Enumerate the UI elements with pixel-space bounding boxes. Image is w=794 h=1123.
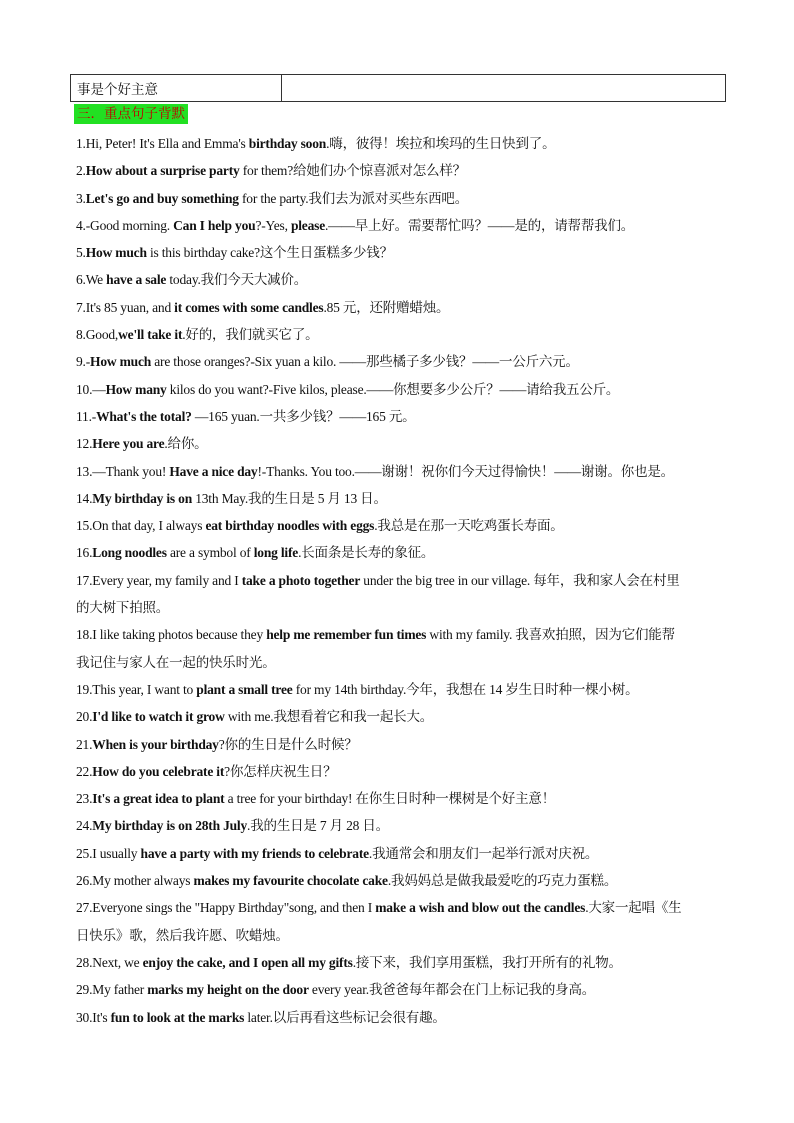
sentence-text: .长面条是长寿的象征。	[298, 545, 435, 561]
sentence-keyphrase: How about a surprise party	[85, 163, 240, 179]
section-title: 三．重点句子背默	[74, 104, 188, 124]
sentence-keyphrase: Long noodles	[92, 545, 167, 561]
sentence-line	[76, 239, 724, 266]
sentence-line	[76, 130, 724, 157]
sentence-line	[76, 403, 724, 430]
sentence-text: 18.I like taking photos because they	[76, 627, 267, 643]
sentence-keyphrase: It's a great idea to plant	[92, 791, 225, 807]
sentence-line	[76, 621, 724, 648]
sentence-text: 8.Good,	[76, 327, 119, 343]
sentence-text: 29.My father	[76, 982, 148, 998]
sentence-text: 6.We	[76, 272, 107, 288]
sentence-text: 25.I usually	[76, 845, 141, 861]
sentence-line	[76, 812, 724, 839]
sentence-text: 14.	[76, 490, 93, 506]
table-cell-left: 事是个好主意	[71, 75, 282, 102]
sentence-text: 13th May.我的生日是 5 月 13 日。	[192, 490, 387, 506]
sentence-text: 16.	[76, 545, 93, 561]
sentence-text: .大家一起唱《生	[585, 900, 682, 916]
sentence-text: 24.	[76, 818, 93, 834]
sentence-line	[76, 266, 724, 293]
sentence-line	[76, 376, 724, 403]
sentence-keyphrase: eat birthday noodles with eggs	[205, 518, 375, 534]
sentence-keyphrase: My birthday is on	[92, 490, 193, 506]
sentence-line	[76, 649, 724, 676]
sentence-keyphrase: How much	[85, 245, 147, 261]
sentence-line	[76, 348, 724, 375]
sentence-keyphrase: have a sale	[106, 272, 167, 288]
sentence-text: .好的，我们就买它了。	[182, 327, 319, 343]
sentence-keyphrase: When is your birthday	[92, 736, 219, 752]
sentence-text: .我妈妈总是做我最爱吃的巧克力蛋糕。	[387, 873, 618, 889]
sentence-line	[76, 976, 724, 1003]
sentence-text: ?你的生日是什么时候？	[218, 736, 358, 752]
sentence-line	[76, 458, 724, 485]
sentence-text: 26.My mother always	[76, 873, 194, 889]
sentence-keyphrase: enjoy the cake, and I open all my gifts	[142, 954, 353, 970]
sentence-text: 28.Next, we	[76, 954, 143, 970]
sentence-keyphrase: Have a nice day	[169, 463, 258, 479]
sentence-text: .我通常会和朋友们一起举行派对庆祝。	[368, 845, 599, 861]
sentence-text: 30.It's	[76, 1009, 111, 1025]
sentence-text: for my 14th birthday.今年，我想在 14 岁生日时种一棵小树。	[292, 681, 639, 697]
sentence-text: today.我们今天大减价。	[166, 272, 308, 288]
sentence-text: kilos do you want?-Five kilos, please.——你想要多少公斤？——请给我五公斤。	[166, 381, 620, 397]
header-table	[70, 74, 726, 102]
sentence-text: every year.我爸爸每年都会在门上标记我的身高。	[308, 982, 596, 998]
sentence-text: 2.	[76, 163, 86, 179]
sentence-text: —165 yuan.一共多少钱？——165 元。	[191, 408, 416, 424]
sentence-text: 的大树下拍照。	[76, 600, 170, 616]
sentence-keyphrase: please	[290, 217, 325, 233]
sentence-text: a tree for your birthday! 在你生日时种一棵树是个好主意！	[224, 791, 556, 807]
sentence-keyphrase: make a wish and blow out the candles	[375, 900, 586, 916]
sentence-line	[76, 703, 724, 730]
sentence-text: 21.	[76, 736, 93, 752]
sentence-line	[76, 594, 724, 621]
sentence-text: 27.Everyone sings the "Happy Birthday"song, and then I	[76, 900, 376, 916]
sentence-line	[76, 567, 724, 594]
sentence-line	[76, 894, 724, 921]
sentence-text: .我的生日是 7 月 28 日。	[247, 818, 389, 834]
sentence-line	[76, 758, 724, 785]
sentence-keyphrase: I'd like to watch it grow	[92, 709, 225, 725]
sentence-text: ?你怎样庆祝生日？	[224, 763, 337, 779]
sentence-keyphrase: we'll take it	[118, 327, 183, 343]
sentence-text: 5.	[76, 245, 86, 261]
sentence-list	[76, 130, 724, 1031]
sentence-text: are a symbol of	[166, 545, 254, 561]
sentence-line	[76, 840, 724, 867]
sentence-keyphrase: Can I help you	[173, 217, 256, 233]
sentence-text: .——早上好。需要帮忙吗？——是的，请帮帮我们。	[324, 217, 635, 233]
sentence-keyphrase: long life	[253, 545, 299, 561]
sentence-line	[76, 294, 724, 321]
sentence-keyphrase: My birthday is on 28th July	[92, 818, 248, 834]
sentence-keyphrase: have a party with my friends to celebrate	[140, 845, 369, 861]
sentence-text: 17.Every year, my family and I	[76, 572, 242, 588]
sentence-text: under the big tree in our village. 每年，我和家人会在村里	[360, 572, 680, 588]
sentence-line	[76, 785, 724, 812]
sentence-text: .接下来，我们享用蛋糕，我打开所有的礼物。	[352, 954, 622, 970]
sentence-text: 13.—Thank you!	[76, 463, 170, 479]
sentence-keyphrase: How many	[105, 381, 167, 397]
sentence-line	[76, 949, 724, 976]
sentence-keyphrase: help me remember fun times	[266, 627, 427, 643]
sentence-text: 15.On that day, I always	[76, 518, 206, 534]
sentence-line	[76, 731, 724, 758]
sentence-text: with my family. 我喜欢拍照，因为它们能帮	[426, 627, 675, 643]
sentence-text: 3.	[76, 190, 86, 206]
sentence-text: 19.This year, I want to	[76, 681, 197, 697]
sentence-keyphrase: Let's go and buy something	[85, 190, 239, 206]
sentence-text: 12.	[76, 436, 93, 452]
sentence-line	[76, 1004, 724, 1031]
sentence-text: 1.Hi, Peter! It's Ella and Emma's	[76, 136, 249, 151]
sentence-text: 日快乐》歌，然后我许愿、吹蜡烛。	[76, 927, 289, 943]
sentence-keyphrase: What's the total?	[96, 408, 192, 424]
sentence-keyphrase: marks my height on the door	[147, 982, 309, 998]
sentence-line	[76, 430, 724, 457]
sentence-text: 10.—	[76, 381, 106, 397]
sentence-text: 9.-	[76, 354, 91, 370]
table-cell-right	[282, 75, 726, 102]
sentence-keyphrase: makes my favourite chocolate cake	[193, 873, 388, 889]
sentence-line	[76, 485, 724, 512]
sentence-text: 22.	[76, 763, 93, 779]
sentence-text: 11.-	[76, 408, 97, 424]
sentence-text: .我总是在那一天吃鸡蛋长寿面。	[374, 518, 564, 534]
sentence-text: .85 元，还附赠蜡烛。	[323, 299, 450, 315]
sentence-text: later.以后再看这些标记会很有趣。	[244, 1009, 446, 1025]
sentence-line	[76, 212, 724, 239]
sentence-text: 4.-Good morning.	[76, 217, 174, 233]
sentence-text: !-Thanks. You too.——谢谢！祝你们今天过得愉快！——谢谢。你也是。	[257, 463, 674, 479]
sentence-keyphrase: fun to look at the marks	[110, 1009, 245, 1025]
sentence-text: 7.It's 85 yuan, and	[76, 299, 175, 315]
sentence-keyphrase: plant a small tree	[196, 681, 293, 697]
sentence-text: for them?给她们办个惊喜派对怎么样？	[239, 163, 466, 179]
sentence-keyphrase: Here you are	[92, 436, 165, 452]
sentence-text: ?-Yes,	[255, 217, 291, 233]
sentence-text: with me.我想看着它和我一起长大。	[224, 709, 434, 725]
sentence-text: 20.	[76, 709, 93, 725]
sentence-text: .嗨，彼得！埃拉和埃玛的生日快到了。	[326, 136, 556, 151]
sentence-text: 我记住与家人在一起的快乐时光。	[76, 654, 276, 670]
sentence-keyphrase: birthday soon	[248, 136, 327, 151]
sentence-text: is this birthday cake?这个生日蛋糕多少钱？	[146, 245, 393, 261]
sentence-line	[76, 321, 724, 348]
sentence-line	[76, 922, 724, 949]
sentence-keyphrase: it comes with some candles	[174, 299, 324, 315]
sentence-keyphrase: How much	[90, 354, 152, 370]
sentence-text: .给你。	[164, 436, 208, 452]
sentence-text: for the party.我们去为派对买些东西吧。	[238, 190, 469, 206]
sentence-keyphrase: take a photo together	[241, 572, 361, 588]
sentence-line	[76, 539, 724, 566]
sentence-line	[76, 867, 724, 894]
sentence-line	[76, 185, 724, 212]
sentence-text: are those oranges?-Six yuan a kilo. ——那些橘子多少钱？——一公斤六元。	[151, 354, 579, 370]
sentence-line	[76, 157, 724, 184]
sentence-line	[76, 512, 724, 539]
table-row	[71, 75, 726, 102]
sentence-keyphrase: How do you celebrate it	[92, 763, 225, 779]
sentence-line	[76, 676, 724, 703]
sentence-text: 23.	[76, 791, 93, 807]
